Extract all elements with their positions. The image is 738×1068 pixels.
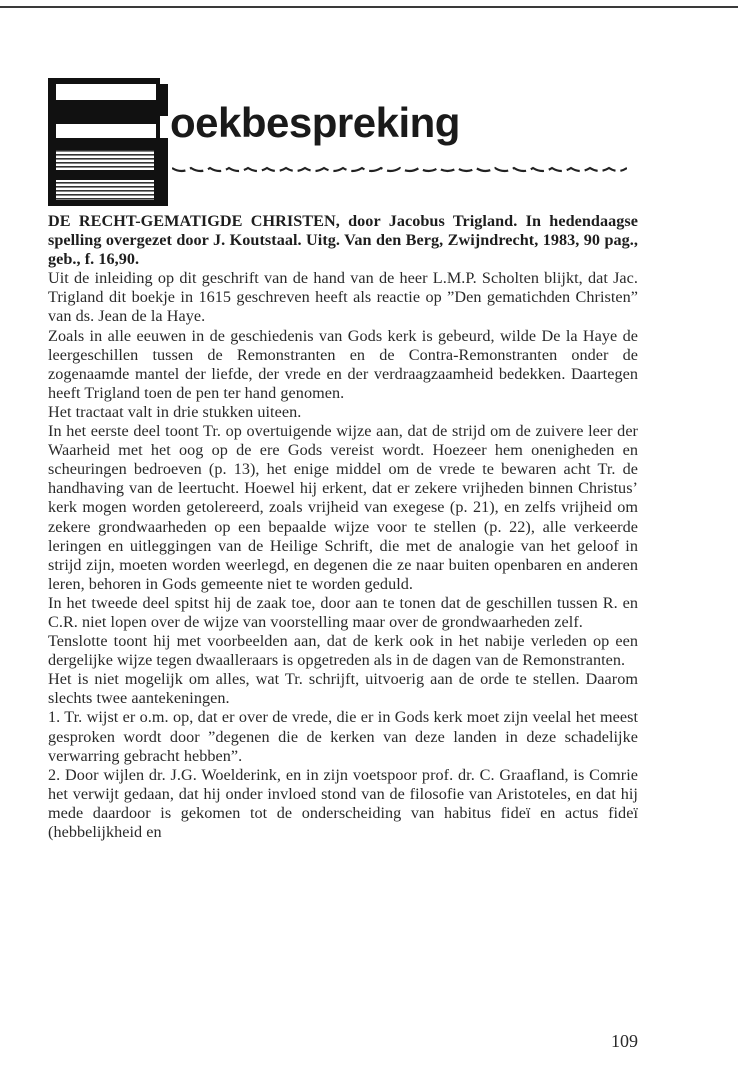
top-rule <box>0 6 738 8</box>
paragraph: In het tweede deel spitst hij de zaak toe, door aan te tonen dat de geschillen tussen R. en C.R. niet lopen over de wijze van voorstelling maar over de grondwaarheden zelf. <box>48 593 638 631</box>
paragraph: Tenslotte toont hij met voorbeelden aan, dat de kerk ook in het nabije verleden op een dergelijke wijze tegen dwaalleraars is opgetreden als in de dagen van de Remonstranten. <box>48 632 638 670</box>
paragraph: 1. Tr. wijst er o.m. op, dat er over de vrede, die er in Gods kerk moet zijn veelal het meest gesproken wordt door ”degenen die de kerken van deze landen in deze schadelijke verwarring gebracht hebben”. <box>48 708 638 765</box>
paragraph: Het is niet mogelijk om alles, wat Tr. schrijft, uitvoerig aan de orde te stellen. Daarom slechts twee aantekeningen. <box>48 670 638 708</box>
paragraph: Het tractaat valt in drie stukken uiteen. <box>48 402 302 421</box>
paragraph: Uit de inleiding op dit geschrift van de hand van de heer L.M.P. Scholten blijkt, dat Jac. Trigland dit boekje in 1615 geschreven heeft als reactie op ”Den gematichden Christen” van ds. Jean de la Haye. <box>48 269 638 326</box>
paragraph: 2. Door wijlen dr. J.G. Woelderink, en in zijn voetspoor prof. dr. C. Graafland, is Comrie het verwijt gedaan, dat hij onder invloed stond van de filosofie van Aristoteles, en dat hij mede daardoor is gekomen tot de onderscheiding van habitus fideï en actus fideï (hebbelijkheid en <box>48 765 638 841</box>
wave-divider <box>172 164 627 176</box>
paragraph: Zoals in alle eeuwen in de geschiedenis van Gods kerk is gebeurd, wilde De la Haye de leergeschillen tussen de Remonstranten en de Contra-Remonstranten onder de zogenaamde mantel der liefde, der vrede en der verdraagzaamheid bedekken. Daartegen heeft Trigland toen de pen ter hand genomen. <box>48 326 638 402</box>
paragraph: In het eerste deel toont Tr. op overtuigende wijze aan, dat de strijd om de zuivere leer der Waarheid met het oog op de ere Gods vereist wordt. Hoezeer hem onenigheden en scheuringen bedroeven (p. 13), het enige middel om de vrede te bewaren acht Tr. de handhaving van de leertucht. Hoewel hij erkent, dat er zekere vrijheden binnen Christus’ kerk mogen worden getolereerd, zoals vrijheid van exegese (p. 21), en zelfs vrijheid om zekere grondwaarheden op een bepaalde wijze voor te stellen (p. 22), alle verkeerde leringen en uitleggingen van de Heilige Schrift, die met de analogie van het geloof in strijd zijn, moeten worden weerlegd, en degenen die ze naar buiten openbaren en anderen leren, behoren in Gods gemeente niet te worden geduld. <box>48 422 638 593</box>
section-title: oekbespreking <box>170 99 460 146</box>
bibliographic-entry: DE RECHT-GEMATIGDE CHRISTEN, door Jacobus Trigland. In hedendaagse spelling overgezet door J. Koutstaal. Uitg. Van den Berg, Zwijndrecht, 1983, 90 pag., geb., f. 16,90. <box>48 212 638 269</box>
page-number: 109 <box>611 1031 638 1051</box>
book-review-article <box>48 212 638 842</box>
book-logo-icon <box>48 78 168 206</box>
